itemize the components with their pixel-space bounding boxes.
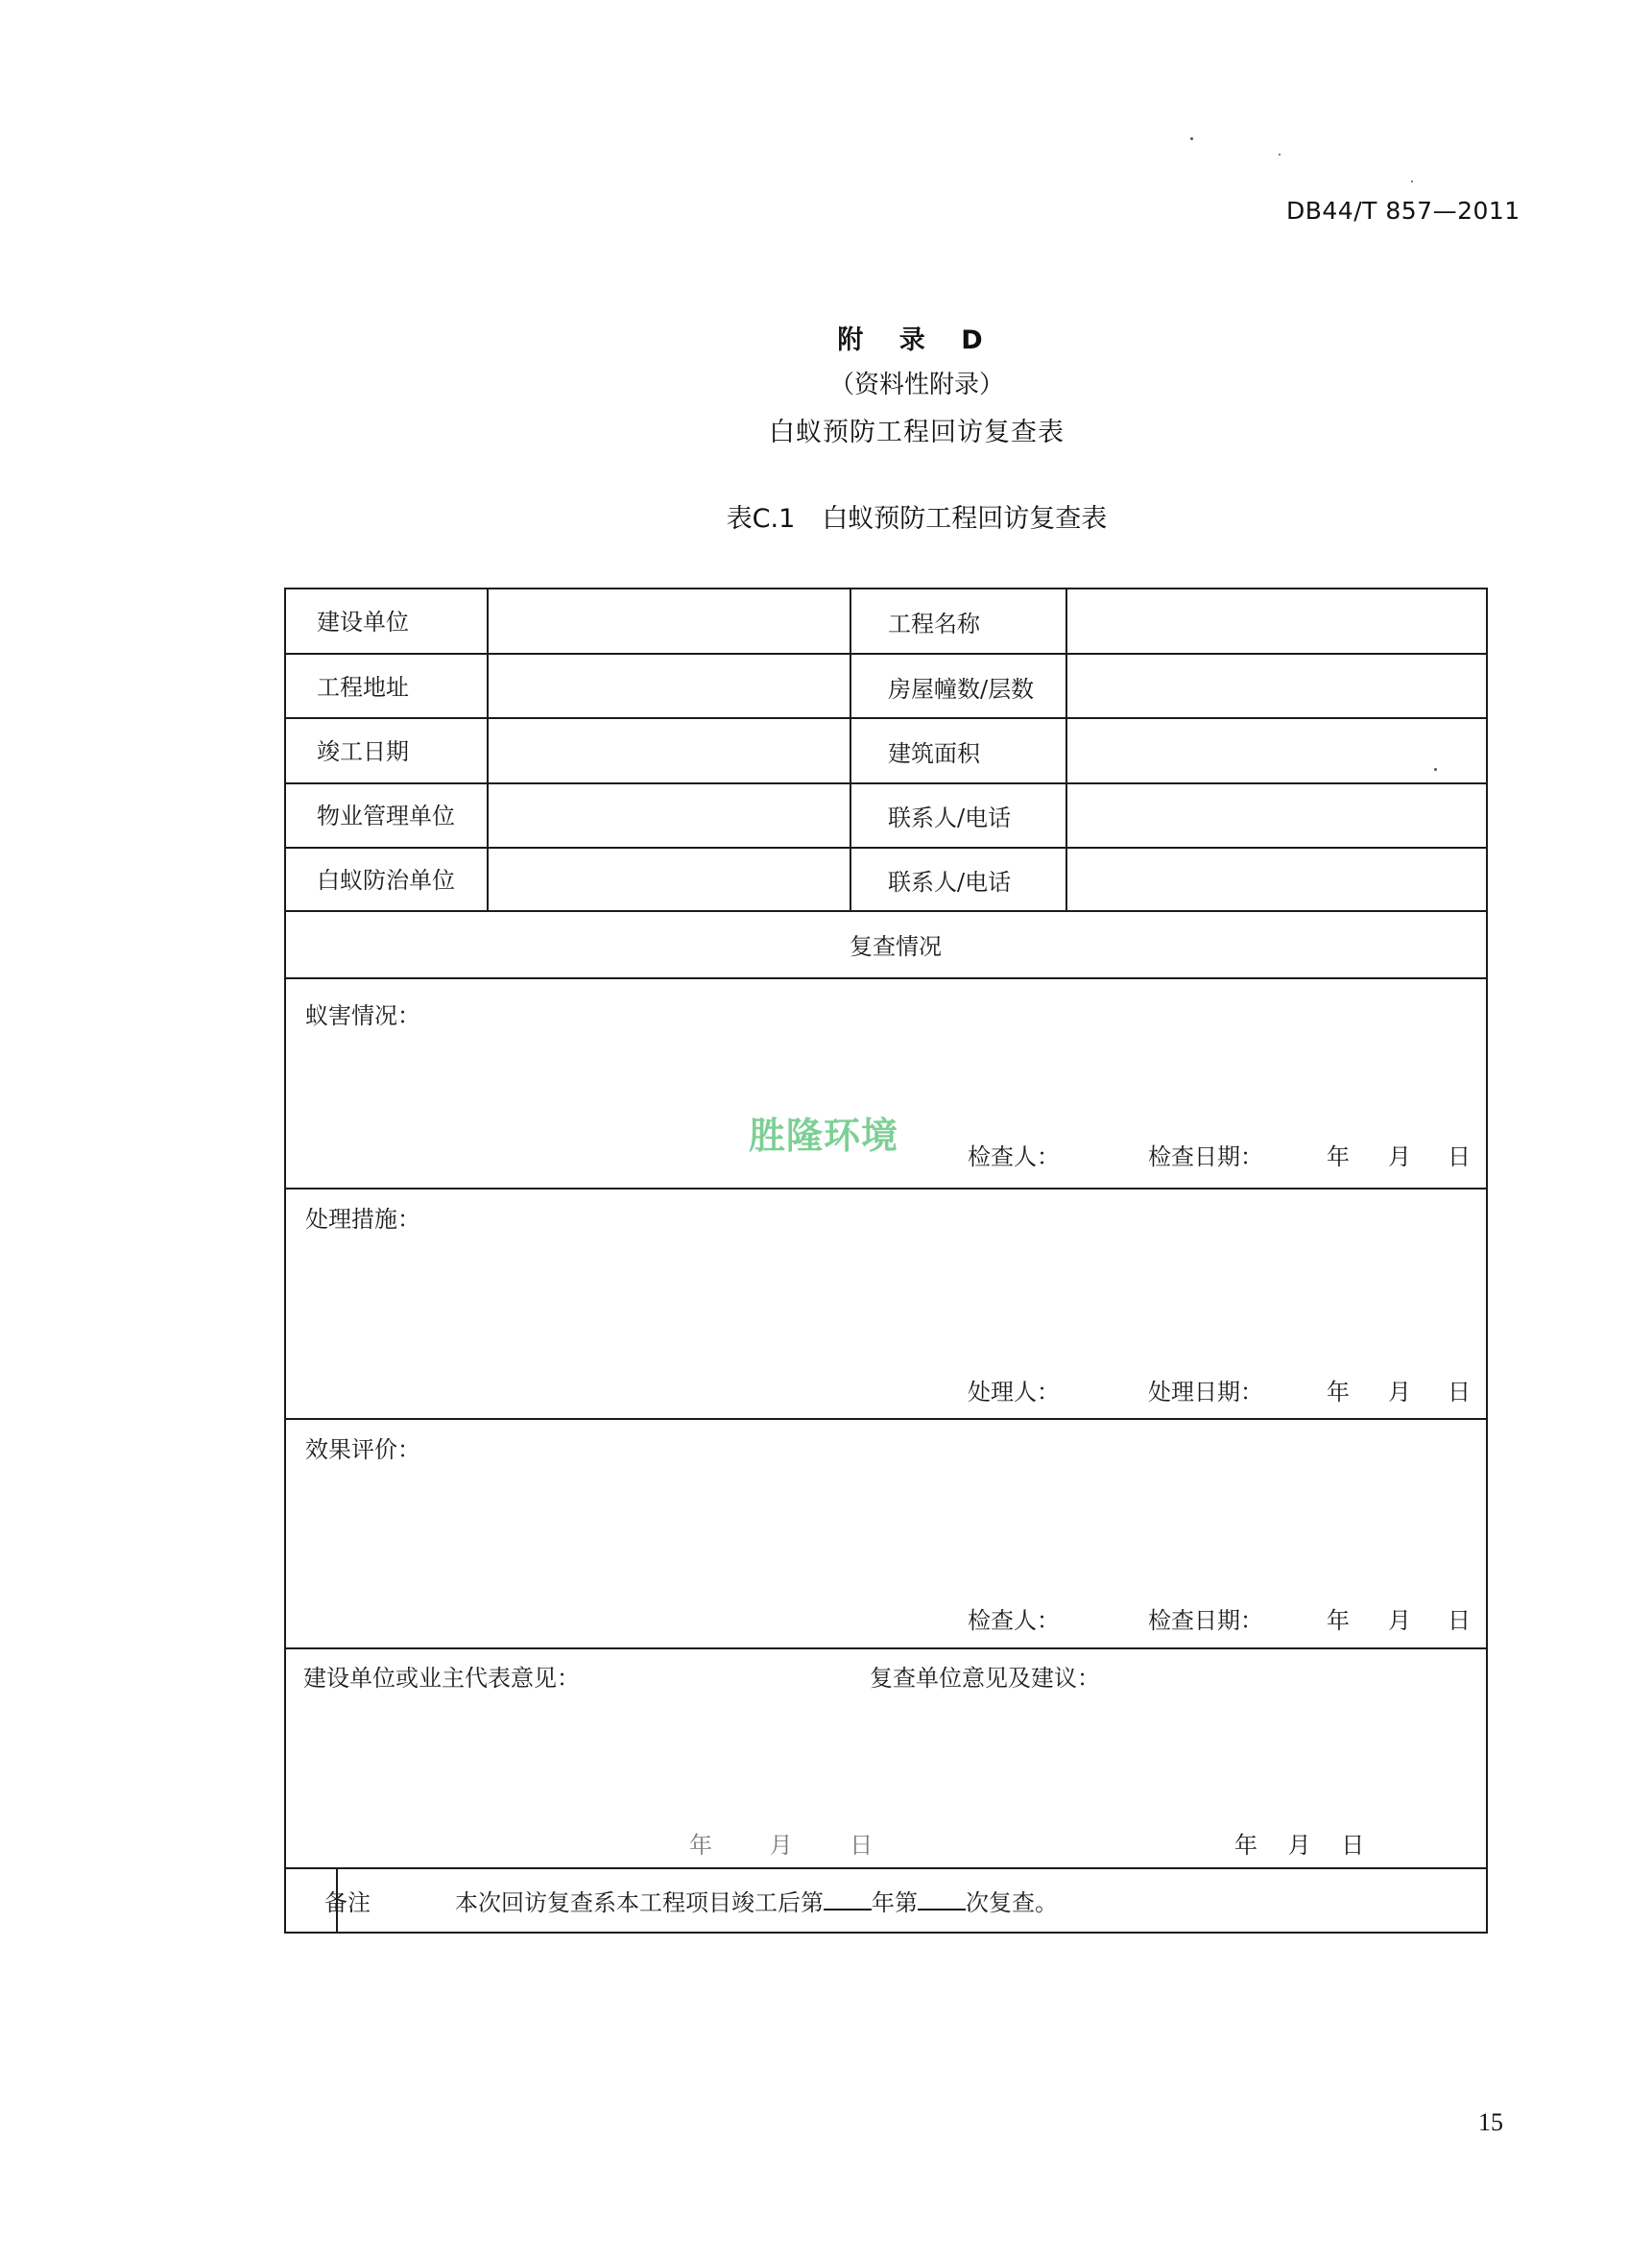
label-contact-phone-2: 联系人/电话 xyxy=(888,869,1012,896)
completion-date-field[interactable] xyxy=(490,719,849,781)
treatment-date-label: 处理日期： xyxy=(1148,1379,1263,1406)
evaluation-label: 效果评价： xyxy=(305,1436,420,1463)
label-construction-unit: 建设单位 xyxy=(317,609,409,636)
table-title: 白蚁预防工程回访复查表 xyxy=(822,504,1108,534)
remarks-text xyxy=(455,1884,1058,1917)
label-property-management: 物业管理单位 xyxy=(317,803,455,829)
termite-date-day: 日 xyxy=(1448,1143,1471,1170)
evaluation-date-year: 年 xyxy=(1327,1607,1350,1634)
row-divider xyxy=(284,1418,1488,1420)
evaluation-inspector-label: 检查人： xyxy=(968,1607,1060,1634)
label-completion-date: 竣工日期 xyxy=(317,738,409,765)
termite-inspection-date-label: 检查日期： xyxy=(1148,1143,1263,1170)
reviewer-opinion-field[interactable] xyxy=(864,1692,1482,1816)
floor-area-field[interactable] xyxy=(1068,719,1485,781)
table-caption xyxy=(0,497,1652,535)
property-management-field[interactable] xyxy=(490,784,849,846)
reviewer-opinion-date: 年 月 日 xyxy=(1234,1832,1377,1859)
table-number: 表C.1 xyxy=(726,504,796,534)
remarks-text-after: 次复查。 xyxy=(966,1889,1058,1916)
treatment-label: 处理措施： xyxy=(305,1206,420,1233)
evaluation-date-day: 日 xyxy=(1448,1607,1471,1634)
evaluation-date-label: 检查日期： xyxy=(1148,1607,1263,1634)
col-divider xyxy=(850,588,851,912)
label-contact-phone-1: 联系人/电话 xyxy=(888,805,1012,831)
col-divider xyxy=(1065,588,1067,912)
page-number: 15 xyxy=(1478,2108,1503,2136)
construction-unit-field[interactable] xyxy=(490,589,849,652)
buildings-floors-field[interactable] xyxy=(1068,655,1485,716)
scan-speck xyxy=(1190,137,1193,140)
owner-opinion-date: 年 月 日 xyxy=(689,1832,898,1859)
remarks-text-mid: 年第 xyxy=(872,1889,918,1916)
treatment-date-year: 年 xyxy=(1327,1379,1350,1406)
standard-code: DB44/T 857—2011 xyxy=(1286,197,1520,225)
treatment-field[interactable] xyxy=(288,1231,1482,1356)
treatment-date-month: 月 xyxy=(1388,1379,1411,1406)
scan-speck xyxy=(1279,154,1281,156)
remarks-label: 备注 xyxy=(324,1889,371,1916)
owner-opinion-label: 建设单位或业主代表意见： xyxy=(303,1665,580,1692)
row-divider xyxy=(284,1647,1488,1649)
reviewer-opinion-label: 复查单位意见及建议： xyxy=(870,1665,1100,1692)
table-border-bottom xyxy=(284,1932,1488,1934)
appendix-label: 附 录 D xyxy=(837,325,996,355)
owner-opinion-field[interactable] xyxy=(288,1692,854,1816)
col-divider xyxy=(487,588,489,912)
treatment-date-day: 日 xyxy=(1448,1379,1471,1406)
watermark-logo: 胜隆环境 xyxy=(749,1115,899,1157)
remarks-text-before: 本次回访复查系本工程项目竣工后第 xyxy=(455,1889,824,1916)
remarks-year-blank[interactable] xyxy=(824,1891,872,1911)
row-divider xyxy=(284,910,1488,912)
review-section-header: 复查情况 xyxy=(850,933,942,960)
table-border-right xyxy=(1486,588,1488,1934)
project-address-field[interactable] xyxy=(490,655,849,716)
contact-phone-field-1[interactable] xyxy=(1068,784,1485,846)
row-divider xyxy=(284,1867,1488,1869)
label-buildings-floors: 房屋幢数/层数 xyxy=(888,676,1035,703)
termite-date-month: 月 xyxy=(1388,1143,1411,1170)
scan-speck xyxy=(1434,768,1437,771)
termite-date-year: 年 xyxy=(1327,1143,1350,1170)
appendix-title: 白蚁预防工程回访复查表 xyxy=(769,418,1065,447)
project-name-field[interactable] xyxy=(1068,589,1485,652)
appendix-type: （资料性附录） xyxy=(828,371,1004,399)
termite-control-unit-field[interactable] xyxy=(490,849,849,909)
evaluation-field[interactable] xyxy=(288,1461,1482,1586)
treatment-handler-label: 处理人： xyxy=(968,1379,1060,1406)
label-floor-area: 建筑面积 xyxy=(888,740,980,767)
termite-inspector-label: 检查人： xyxy=(968,1143,1060,1170)
row-divider xyxy=(284,1188,1488,1190)
contact-phone-field-2[interactable] xyxy=(1068,849,1485,909)
label-termite-control-unit: 白蚁防治单位 xyxy=(317,867,455,894)
scan-speck xyxy=(1411,180,1413,182)
label-project-address: 工程地址 xyxy=(317,674,409,701)
row-divider xyxy=(284,977,1488,979)
table-border-left xyxy=(284,588,286,1934)
label-project-name: 工程名称 xyxy=(888,611,980,637)
evaluation-date-month: 月 xyxy=(1388,1607,1411,1634)
termite-damage-label: 蚁害情况： xyxy=(305,1002,420,1029)
remarks-count-blank[interactable] xyxy=(918,1891,966,1911)
